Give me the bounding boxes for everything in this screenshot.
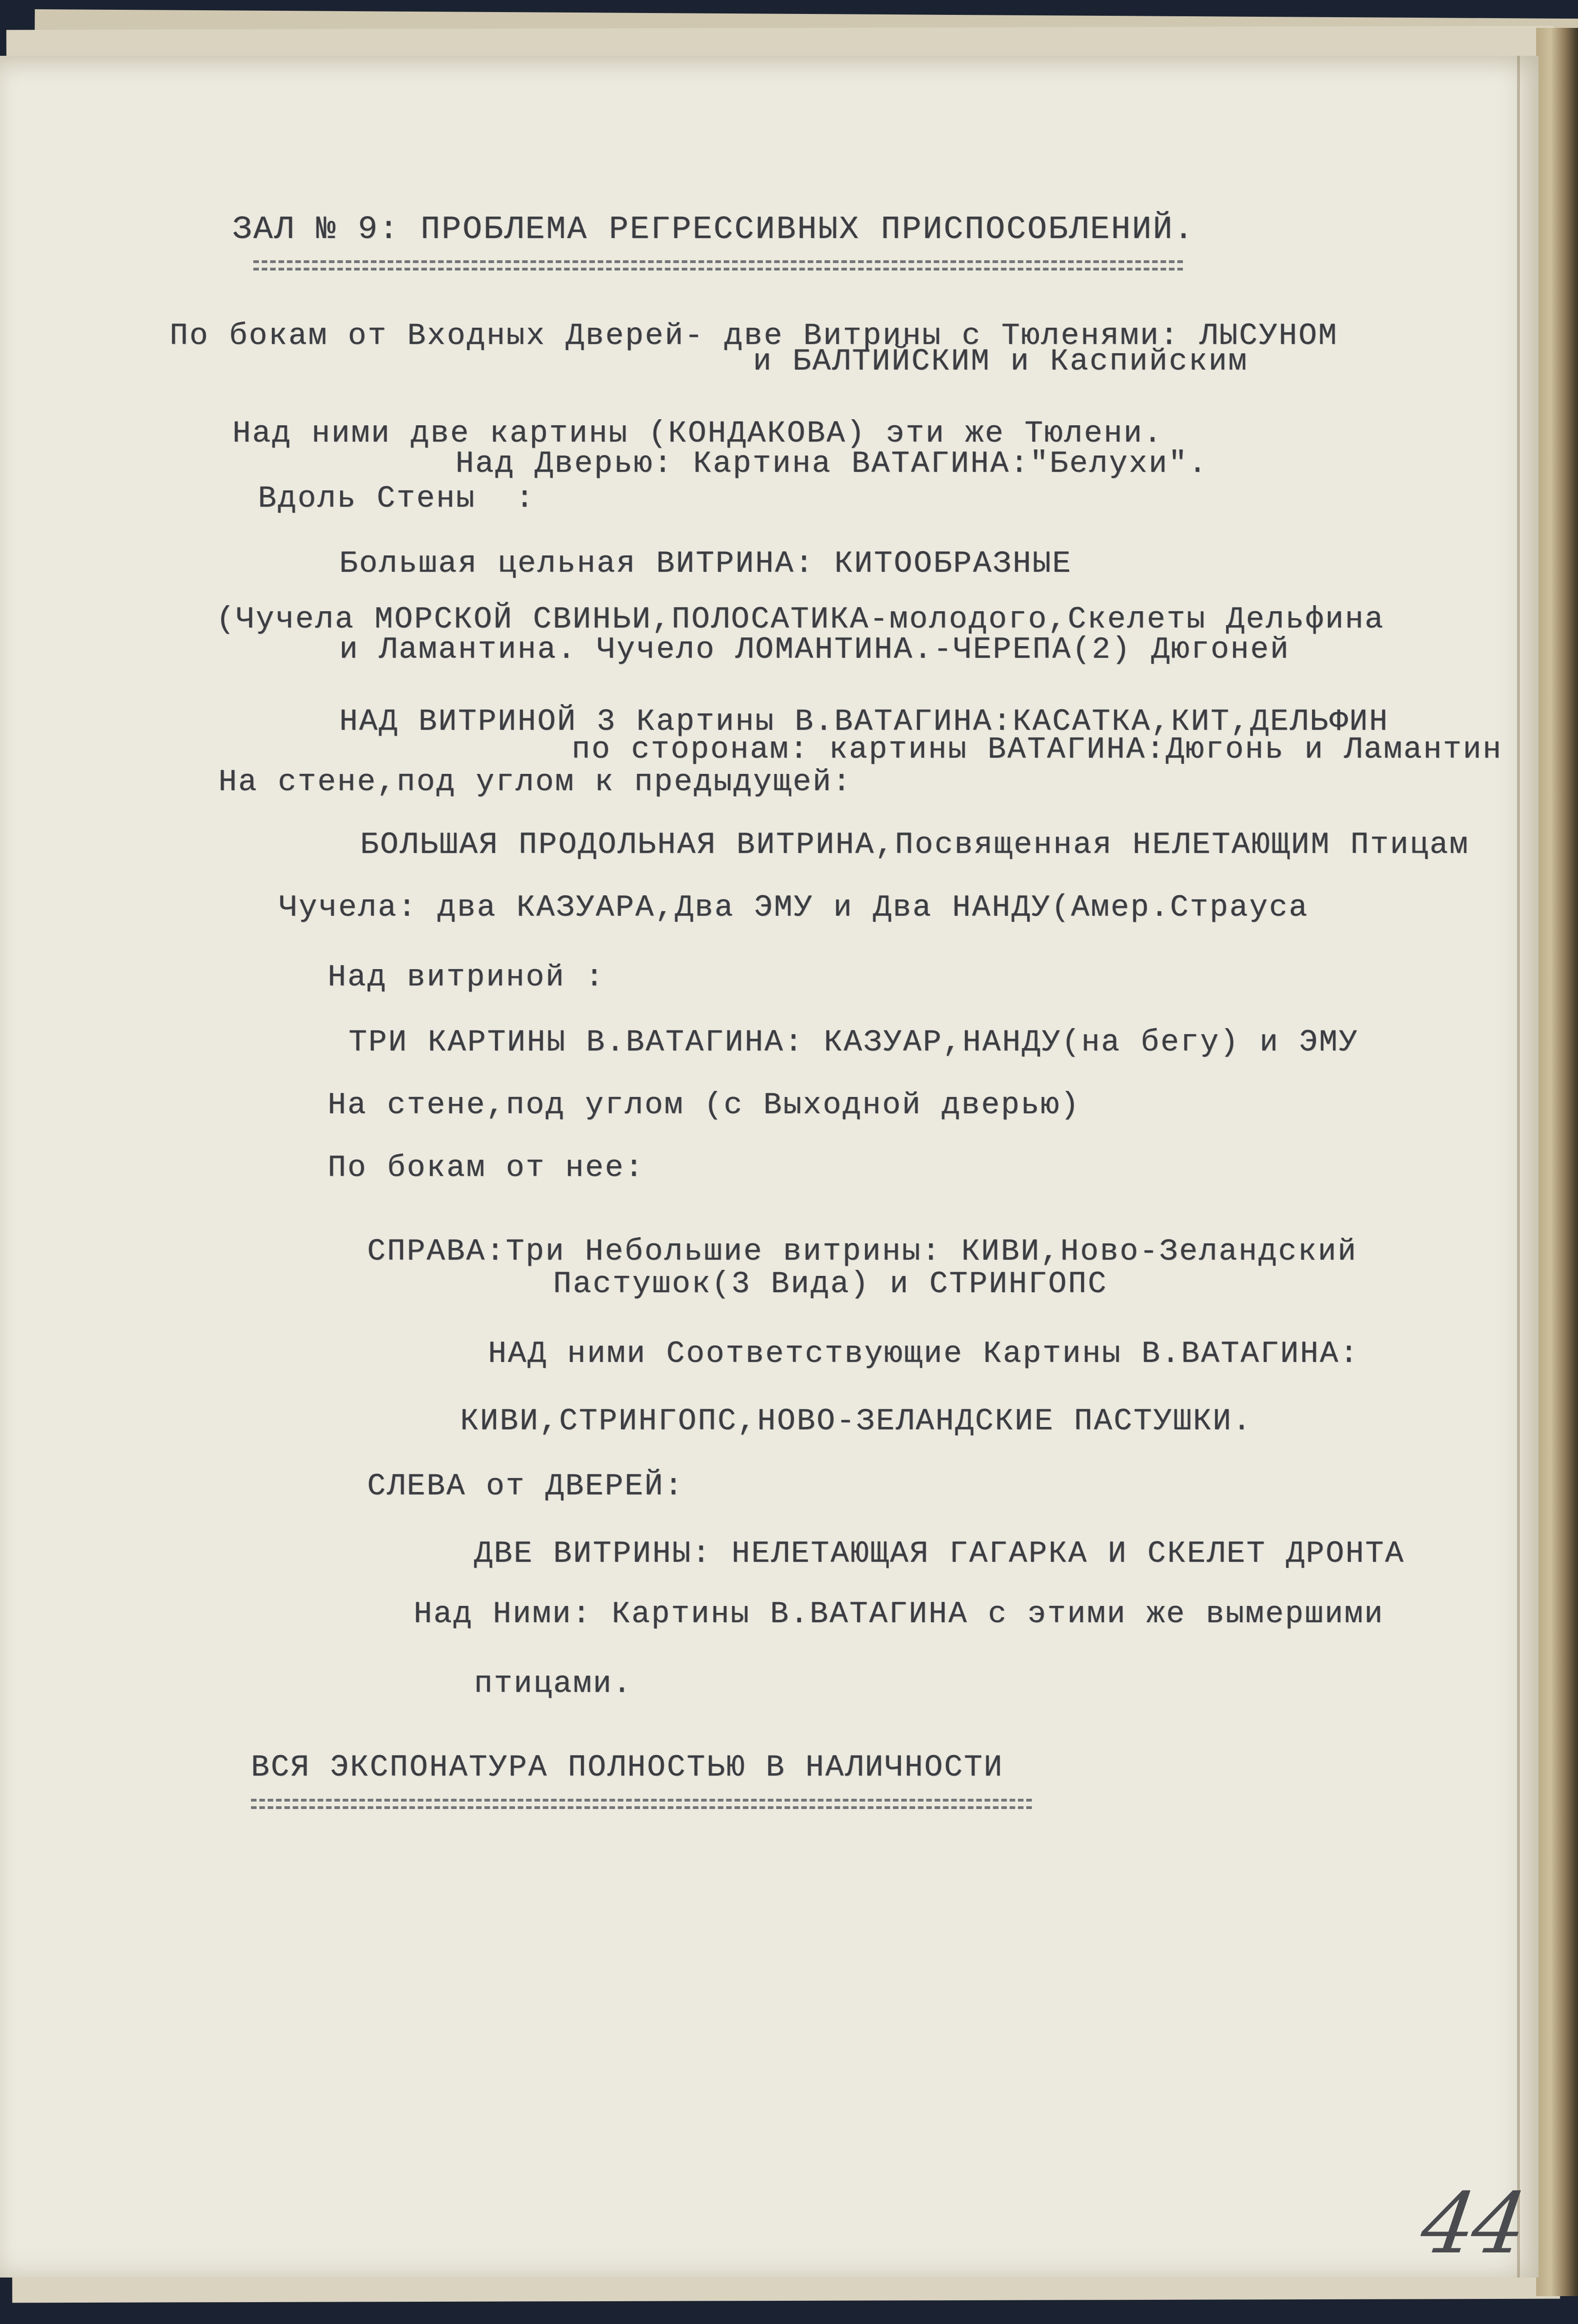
text-line: СЛЕВА от ДВЕРЕЙ: [367, 1469, 684, 1504]
text-line: Над ними две картины (КОНДАКОВА) эти же Тюлени. [232, 416, 1163, 451]
title-underline [253, 260, 1183, 271]
text-line: ДВЕ ВИТРИНЫ: НЕЛЕТАЮЩАЯ ГАГАРКА И СКЕЛЕТ ДРОНТА [474, 1536, 1405, 1571]
text-line: По бокам от Входных Дверей- две Витрины с Тюленями: ЛЫСУНОМ [170, 318, 1338, 353]
text-line: по сторонам: картины ВАТАГИНА:Дюгонь и Ламантин [572, 732, 1503, 767]
text-line: Над Дверью: Картина ВАТАГИНА:"Белухи". [456, 446, 1208, 481]
text-line: По бокам от нее: [328, 1150, 645, 1185]
text-line: СПРАВА:Три Небольшие витрины: КИВИ,Ново-Зеландский [367, 1234, 1358, 1269]
text-line: НАД ними Соответствующие Картины В.ВАТАГИНА: [488, 1336, 1360, 1371]
text-line: НАД ВИТРИНОЙ 3 Картины В.ВАТАГИНА:КАСАТКА,КИТ,ДЕЛЬФИН [339, 704, 1389, 739]
text-line: КИВИ,СТРИНГОПС,НОВО-ЗЕЛАНДСКИЕ ПАСТУШКИ. [460, 1404, 1253, 1439]
text-line: Над витриной : [328, 960, 605, 995]
text-line: Вдоль Стены : [258, 481, 535, 516]
text-line: На стене,под углом к предыдущей: [218, 765, 852, 799]
footer-underline [251, 1799, 1032, 1809]
text-line: БОЛЬШАЯ ПРОДОЛЬНАЯ ВИТРИНА,Посвященная НЕЛЕТАЮЩИМ Птицам [360, 827, 1469, 862]
text-line: Большая цельная ВИТРИНА: КИТООБРАЗНЫЕ [339, 546, 1072, 581]
text-line: (Чучела МОРСКОЙ СВИНЬИ,ПОЛОСАТИКА-молодого,Скелеты Дельфина [216, 602, 1385, 637]
text-line: и БАЛТИЙСКИМ и Каспийским [753, 344, 1248, 379]
page-number: 44 [1415, 2175, 1530, 2272]
page-fold [1517, 56, 1520, 2278]
document-title: ЗАЛ № 9: ПРОБЛЕМА РЕГРЕССИВНЫХ ПРИСПОСОБЛЕНИЙ. [232, 211, 1195, 248]
text-line: и Ламантина. Чучело ЛОМАНТИНА.-ЧЕРЕПА(2) Дюгоней [339, 632, 1290, 667]
document-footer: ВСЯ ЭКСПОНАТУРА ПОЛНОСТЬЮ В НАЛИЧНОСТИ [251, 1750, 1004, 1785]
text-line: Чучела: два КАЗУАРА,Два ЭМУ и Два НАНДУ(Амер.Страуса [279, 890, 1309, 925]
text-line: ТРИ КАРТИНЫ В.ВАТАГИНА: КАЗУАР,НАНДУ(на бегу) и ЭМУ [349, 1025, 1359, 1060]
binding-edge [1536, 28, 1578, 2296]
text-line: птицами. [474, 1666, 633, 1701]
text-line: На стене,под углом (с Выходной дверью) [328, 1088, 1081, 1122]
typed-page [0, 56, 1538, 2278]
text-line: Над Ними: Картины В.ВАТАГИНА с этими же вымершими [414, 1597, 1384, 1631]
text-line: Пастушок(3 Вида) и СТРИНГОПС [553, 1267, 1108, 1301]
